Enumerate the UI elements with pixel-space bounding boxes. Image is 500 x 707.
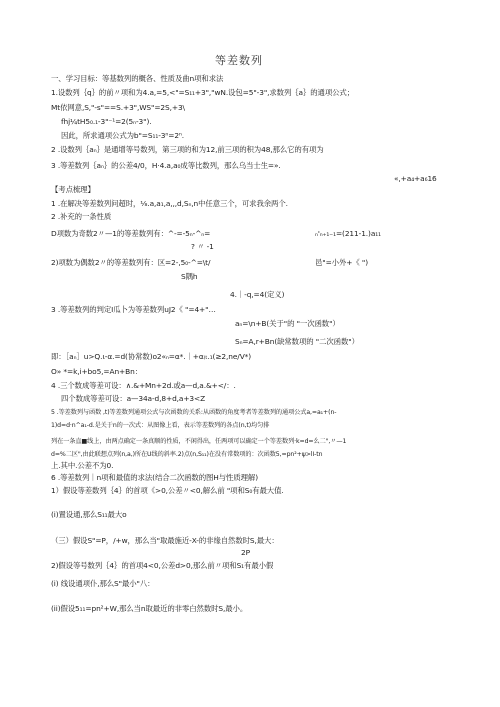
text-line: Sₙ=A,r+Bn(缺常数项的 "二次函数"） [235, 337, 359, 346]
text-line: (ii)假设5₁₁=pn²+W,那么当n取最近的非零白然数时S,最小。 [51, 604, 248, 613]
text-line: 四个数成等差可设：a—34a-d,8+d,a+3<Z [61, 394, 206, 403]
text-line: 3 .等差数列｛aₙ｝的公差4/0，H·4.a,a₀成等比数列，那么乌当士生=». [51, 161, 281, 170]
text-line: （三）假设S"=P，/+w，那么当"取最施近-X-的非缘自然数时S,最大： [51, 536, 279, 545]
text-line: 上.其中.公差不为0. [51, 461, 114, 470]
text-line: 列在一条直■线上，由两点确定一条真顺的性质，不闲得出，任两项可以确定一个等差数列·k=d=么二",〃—1 [51, 438, 347, 445]
document-title: 等差数列 [215, 54, 263, 67]
text-line: 邑"=小外+《 ") [315, 258, 368, 267]
text-line: 2 .补充的一条性质 [51, 212, 112, 221]
text-line: «,+a₄+a₆16 [394, 174, 437, 183]
text-line: (i) 线设通项仆,那么S"最小"八： [51, 579, 155, 588]
text-line: (i)置设通,那么S₁₁最大o [51, 510, 127, 519]
text-line: 2 .设数列｛aₙ｝是通增等号数列，第三项的和为12,前三项的积为48,那么它的有项为 [51, 145, 324, 154]
text-line: Mt依网意,S,"-s"==S.+3",WS"=2S,+3\ [51, 103, 185, 112]
text-line: 1.设数列｛q｝的前〃项和为4.a,=5,<"=S₁₁+3","wN.设包=5"-3",求数列｛a｝的通项公式； [51, 88, 355, 97]
text-line: 因此，所求通项公式为b"=S₁₁-3ⁿ=2ⁿ. [61, 131, 185, 140]
text-line: 4 .三个数成等差可设：∧.&+Mn+2d.或a—d,a.&+</：. [51, 381, 236, 390]
text-line: 2)项数为偶数2〃的等差数列有：区=2-,5₀-^=\t/ [51, 258, 211, 267]
text-line: 4.｜-q,=4(定义) [230, 290, 285, 299]
text-line: 1)d=d·n^a₁-d.是关于n的一次式：从图像上看，表示等差数列的各点(n,t)均匀排 [51, 422, 270, 429]
text-line: S隅h [181, 272, 198, 281]
text-line: aₙ=\n+B(关于"的 "一次函数"） [235, 319, 340, 328]
text-line: d=%二区",由此联想点列(n,a,)所在U线的斜率.2)点(n,S₁₁)在没有常数项的：次函数5,=pn²+ψ>lI-tn [51, 451, 323, 458]
text-line: 即：［aₙ］u>Q.ι-α.=d(协常数)o2«ₙ=α*.｜+α₍ₜ.₁(≥2,ne/V*) [51, 352, 252, 361]
text-line: 2P [241, 548, 250, 557]
section-heading: 【考点梳理】 [51, 185, 95, 194]
text-line: 3 .等差数列的判定I瓜卜为等差数列uJ2《 "=4+"… [51, 305, 216, 314]
text-line: D项数为奇数2〃—1的等差数列有：^-=-5ₙ-^ₙ= [51, 229, 211, 238]
text-line: 一、学习目标：等基数列的概各、性质及曲n项和求法 [51, 74, 224, 83]
text-line: fhj¼tH5₀.₁-3"⁻¹=2(5ₙ-3"). [61, 117, 152, 126]
text-line: 1）假设等差数列｛4｝的首项《>0,公差〃<0,解么前 "项和S₀有最大值. [51, 486, 284, 495]
text-line: 1 .在解决等差数列问超时，⅛.a,a₁,a,,,d,Sₙ,n中任意三个，可求我余两个. [51, 199, 288, 208]
text-line: ? 〃 -1 [191, 242, 214, 251]
text-line: ₙ'ₙ₊₁₋₁=(211-1.)a₁₁ [315, 229, 381, 238]
text-line: 6 .等差数列｜n项和最值的求法(结合二次函数的图H与性质理解) [51, 473, 258, 482]
text-line: 5 .等差数列与函数 ,t)等差数列通项公式与次函数的关系:从函数的角度考者等差数列的通项公式a,=a₁+(n- [51, 409, 337, 416]
text-line: 2)假设等号数列｛4｝的首项4<0,公差d>0,那么前〃项和S₁有最小假 [51, 561, 274, 570]
text-line: O» *=k,i+bo5,=An+Bn： [51, 367, 142, 376]
